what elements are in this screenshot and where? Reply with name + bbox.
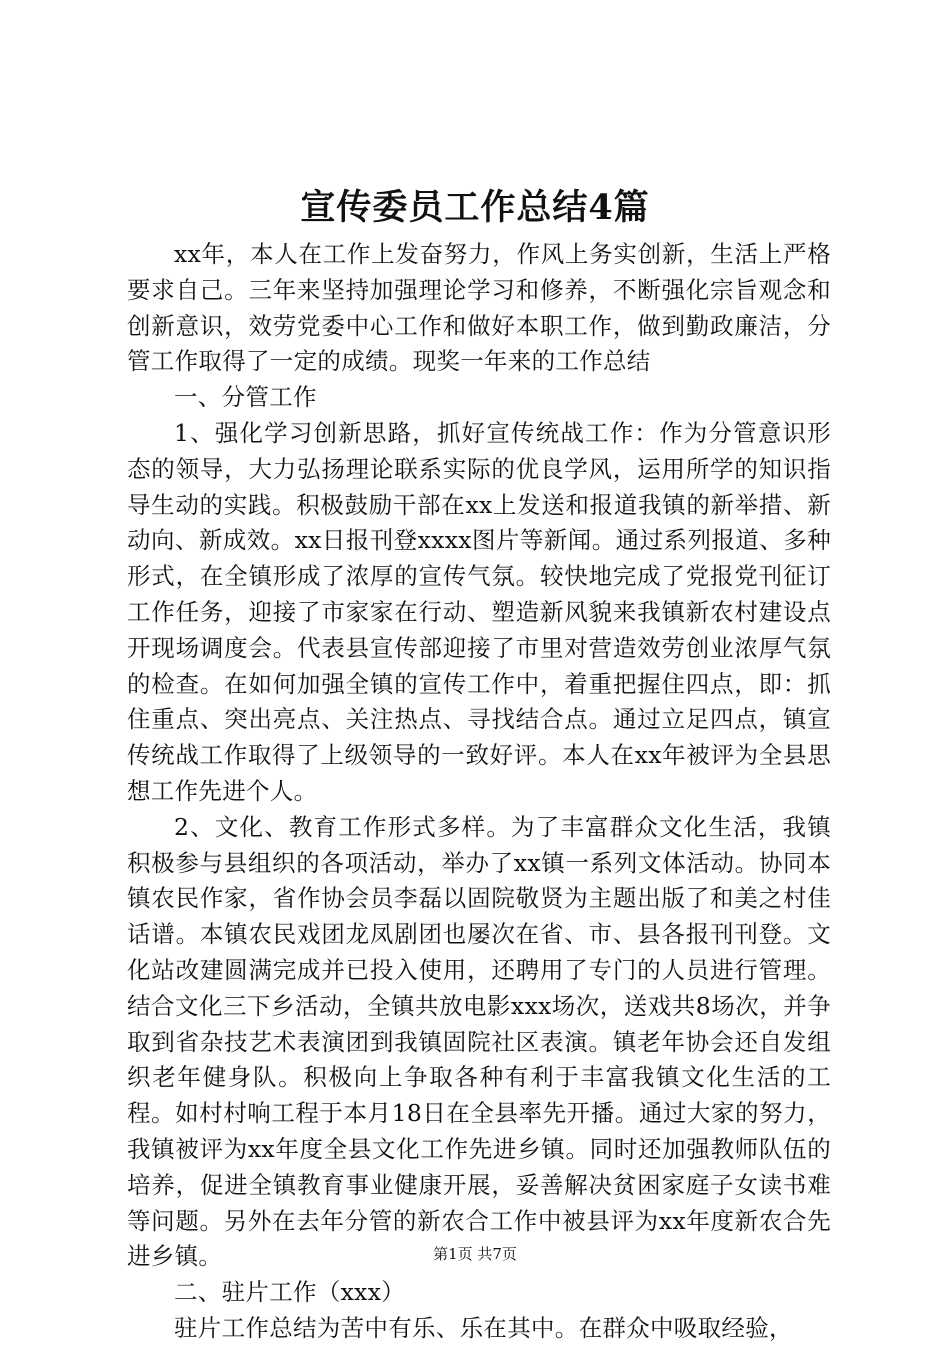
document-body xyxy=(127,237,831,1347)
paragraph-propaganda: 1、强化学习创新思路，抓好宣传统战工作：作为分管意识形态的领导，大力弘扬理论联系实际的优良学风，运用所学的知识指导生动的实践。积极鼓励干部在xx上发送和报道我镇的新举措、新动向、新成效。xx日报刊登xxxx图片等新闻。通过系列报道、多种形式，在全镇形成了浓厚的宣传气氛。较快地完成了党报党刊征订工作任务，迎接了市家家在行动、塑造新风貌来我镇新农村建设点开现场调度会。代表县宣传部迎接了市里对营造效劳创业浓厚气氛的检查。在如何加强全镇的宣传工作中，着重把握住四点，即：抓住重点、突出亮点、关注热点、寻找结合点。通过立足四点，镇宣传统战工作取得了上级领导的一致好评。本人在xx年被评为全县思想工作先进个人。 xyxy=(127,418,831,805)
paragraph-culture-education: 2、文化、教育工作形式多样。为了丰富群众文化生活，我镇积极参与县组织的各项活动，举办了xx镇一系列文体活动。协同本镇农民作家，省作协会员李磊以固院敬贤为主题出版了和美之村佳话谱。本镇农民戏团龙凤剧团也屡次在省、市、县各报刊刊登。文化站改建圆满完成并已投入使用，还聘用了专门的人员进行管理。结合文化三下乡活动，全镇共放电影xxx场次，送戏共8场次，并争取到省杂技艺术表演团到我镇固院社区表演。镇老年协会还自发组织老年健身队。积极向上争取各种有利于丰富我镇文化生活的工程。如村村响工程于本月18日在全县率先开播。通过大家的努力，我镇被评为xx年度全县文化工作先进乡镇。同时还加强教师队伍的培养，促进全镇教育事业健康开展，妥善解决贫困家庭子女读书难等问题。另外在去年分管的新农合工作中被县评为xx年度新农合先进乡镇。 xyxy=(127,812,831,1271)
section-heading-1: 一、分管工作 xyxy=(174,383,317,412)
paragraph-district-work: 驻片工作总结为苦中有乐、乐在其中。在群众中吸取经验， xyxy=(174,1313,793,1342)
section-heading-2: 二、驻片工作（xxx） xyxy=(174,1278,406,1307)
page-footer: 第1页 共7页 xyxy=(433,1245,517,1263)
intro-paragraph: xx年，本人在工作上发奋努力，作风上务实创新，生活上严格要求自己。三年来坚持加强理论学习和修养，不断强化宗旨观念和创新意识，效劳党委中心工作和做好本职工作，做到勤政廉洁，分管工作取得了一定的成绩。现奖一年来的工作总结 xyxy=(127,240,831,376)
document-title: 宣传委员工作总结4篇 xyxy=(300,187,650,228)
